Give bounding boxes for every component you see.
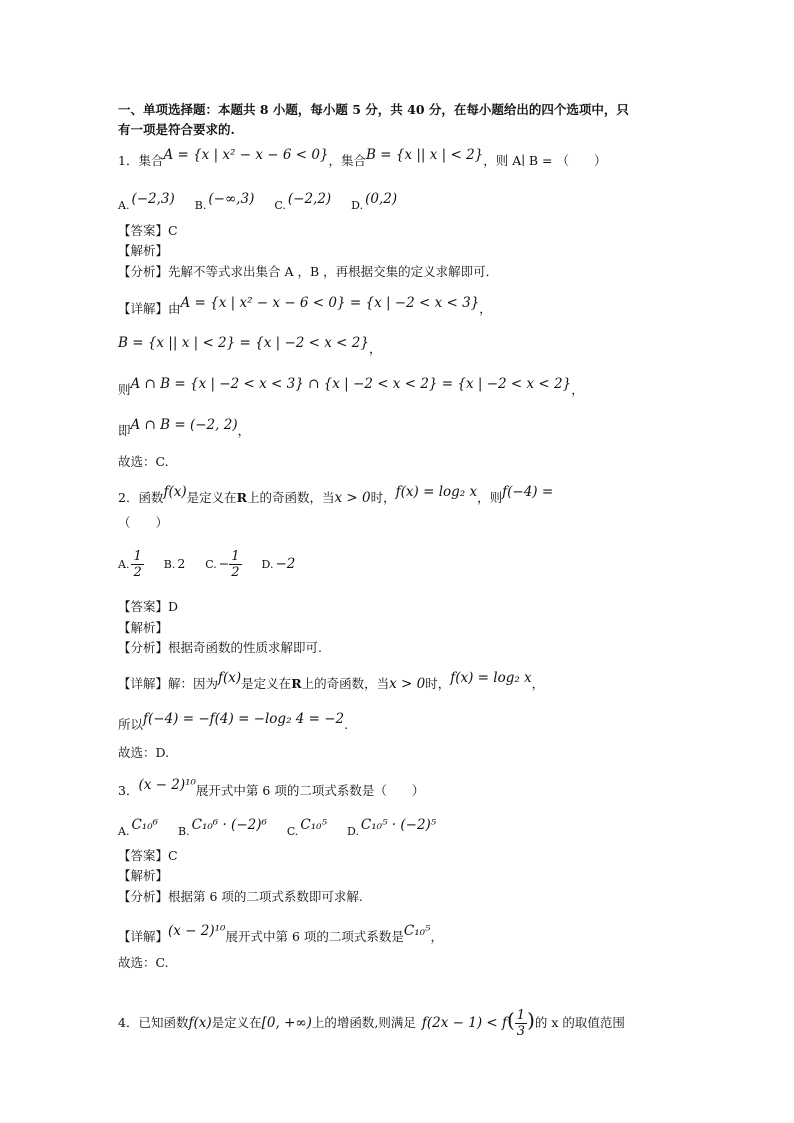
- q3-option-d: D. C₁₀⁵ · (−2)⁵: [346, 817, 437, 838]
- q2-option-b: B. 2: [163, 556, 186, 571]
- q3-option-b: B. C₁₀⁶ · (−2)⁶: [178, 817, 267, 838]
- q2-options: [118, 546, 688, 582]
- q2-xiangjie: 【详解】解：因为f(x)是定义在R上的奇函数，当x > 0时，f(x) = log₂ x，: [118, 670, 545, 692]
- q2-suoyi: 所以f(−4) = −f(4) = −log₂ 4 = −2.: [118, 711, 349, 732]
- q1-option-d: D. (0,2): [351, 191, 398, 212]
- q1-answer: 【答案】C: [118, 223, 178, 238]
- q1-set-b: B = {x || x | < 2}: [366, 147, 484, 163]
- q3-analysis-tag: 【解析】: [118, 868, 169, 883]
- q2-option-c: C. − $\frac{1}{2}$: [205, 549, 240, 580]
- q1-xiangjie-3: 则A ∩ B = {x | −2 < x < 3} ∩ {x | −2 < x < 2} = {x | −2 < x < 2}，: [118, 376, 584, 397]
- q1-xiangjie-2: B = {x || x | < 2} = {x | −2 < x < 2}，: [118, 335, 382, 356]
- q1-option-c: C. (−2,2): [274, 191, 332, 212]
- q1-options: [118, 191, 688, 215]
- q2-stem: 2．函数f(x)是定义在R上的奇函数，当x > 0时，f(x) = log₂ x，则f(−4) =: [118, 484, 554, 506]
- q3-fenxi: 【分析】根据第 6 项的二项式系数即可求解.: [118, 889, 363, 904]
- q1-conclusion: 故选：C.: [118, 454, 169, 469]
- q3-option-a: A. C₁₀⁶: [118, 817, 159, 838]
- q2-option-a: A. $\frac{1}{2}$: [118, 549, 142, 580]
- q1-set-a: A = {x | x² − x − 6 < 0}: [163, 147, 329, 163]
- q3-stem: 3．(x − 2)¹⁰展开式中第 6 项的二项式系数是（ ）: [118, 777, 425, 798]
- q1-fenxi: 【分析】先解不等式求出集合 A ，B ，再根据交集的定义求解即可．: [118, 264, 499, 279]
- q2-answer: 【答案】D: [118, 599, 179, 614]
- q3-conclusion: 故选：C.: [118, 955, 169, 970]
- q1-option-a: A. (−2,3): [118, 191, 175, 212]
- q1-option-b: B. (−∞,3): [194, 191, 255, 212]
- q3-answer: 【答案】C: [118, 848, 178, 863]
- q3-options: [118, 817, 688, 841]
- q1-stem: [118, 147, 688, 170]
- q3-option-c: C. C₁₀⁵: [286, 817, 327, 838]
- q2-analysis-tag: 【解析】: [118, 620, 169, 635]
- q1-xiangjie-1: 【详解】由A = {x | x² − x − 6 < 0} = {x | −2 < x < 3}，: [118, 295, 492, 316]
- q1-xiangjie-4: 即A ∩ B = (−2, 2)，: [118, 417, 251, 438]
- section-heading-line2: 有一项是符合要求的.: [118, 122, 235, 137]
- q2-option-d: D. −2: [261, 556, 296, 572]
- section-heading-line1: 一、单项选择题：本题共 8 小题，每小题 5 分，共 40 分，在每小题给出的四个选项中，只: [118, 102, 629, 117]
- q1-mid: ，集合: [328, 153, 367, 168]
- q2-conclusion: 故选：D.: [118, 745, 170, 760]
- q3-xiangjie: 【详解】(x − 2)¹⁰展开式中第 6 项的二项式系数是C₁₀⁵，: [118, 923, 443, 944]
- q4-stem: 4．已知函数f(x)是定义在[0, +∞)上的增函数,则满足 f(2x − 1) < f( $\frac{1}{3}$ )的 x 的取值范围: [118, 1008, 625, 1039]
- q1-number: 1．集合: [118, 153, 164, 168]
- q2-stem-line2: （ ）: [118, 515, 169, 530]
- q2-fenxi: 【分析】根据奇函数的性质求解即可.: [118, 640, 322, 655]
- q1-analysis-tag: 【解析】: [118, 243, 169, 258]
- q1-tail: ，则 A∣ B = （ ）: [483, 153, 607, 168]
